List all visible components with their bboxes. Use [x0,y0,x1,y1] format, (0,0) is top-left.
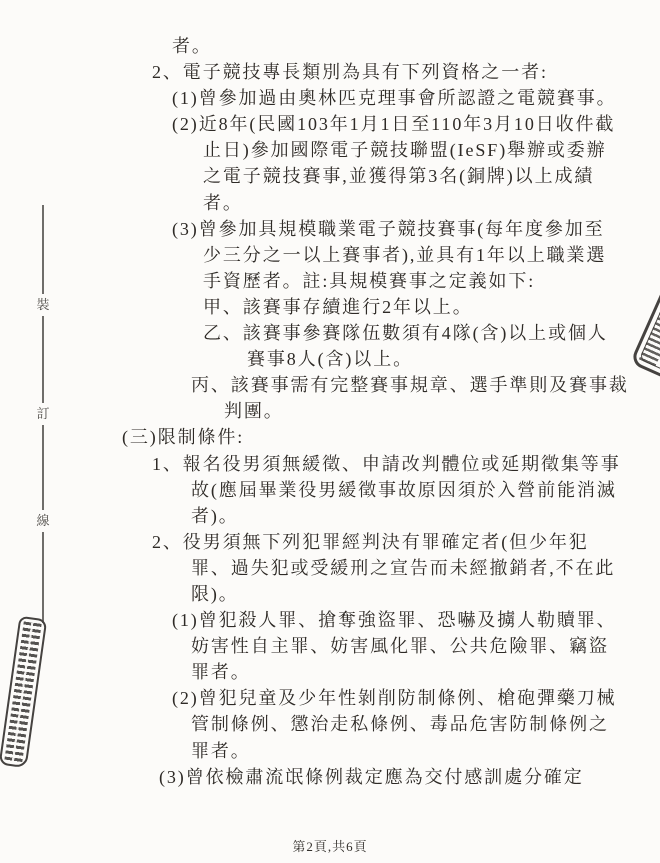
text-line: 限)。 [191,583,239,604]
text-line: 乙、該賽事參賽隊伍數須有4隊(含)以上或個人 [203,323,608,344]
text-line: 故(應屆畢業役男緩徵事故原因須於入營前能消滅 [191,479,617,500]
text-line: 者。 [203,192,243,213]
text-line: (2)近8年(民國103年1月1日至110年3月10日收件截 [172,114,616,135]
page-footer: 第2頁,共6頁 [292,839,368,854]
text-line: 罪者。 [191,662,251,683]
text-line: (三)限制條件: [122,427,245,448]
text-line: 罪者。 [191,740,251,761]
text-line: (3)曾依檢肅流氓條例裁定應為交付感訓處分確定 [159,766,584,787]
text-line: 2、電子競技專長類別為具有下列資格之一者: [152,62,548,83]
text-line: 甲、該賽事存續進行2年以上。 [203,296,473,317]
text-line: (1)曾參加過由奧林匹克理事會所認證之電競賽事。 [172,88,617,109]
text-line: (1)曾犯殺人罪、搶奪強盜罪、恐嚇及擄人勒贖罪、 [172,610,617,631]
binding-line-char: 裝 [35,294,51,316]
text-line: 罪、過失犯或受緩刑之宣告而未經撤銷者,不在此 [191,557,616,578]
binding-line-char: 線 [35,510,51,532]
text-line: 之電子競技賽事,並獲得第3名(銅牌)以上成績 [203,166,595,187]
text-line: 丙、該賽事需有完整賽事規章、選手準則及賽事裁 [191,375,629,396]
text-line: (3)曾參加具規模職業電子競技賽事(每年度參加至 [172,218,605,239]
text-line: 者)。 [191,505,239,526]
text-line: 判團。 [224,401,284,422]
text-line: 2、役男須無下列犯罪經判決有罪確定者(但少年犯 [152,531,589,552]
text-line: 者。 [172,36,212,56]
text-line: 1、報名役男須無緩徵、申請改判體位或延期徵集等事 [152,453,621,474]
document-body [0,33,660,790]
text-line: 手資歷者。註:具規模賽事之定義如下: [203,270,536,291]
text-line: 賽事8人(含)以上。 [247,349,413,370]
text-line: 少三分之一以上賽事者),並具有1年以上職業選 [203,244,607,265]
text-line: 管制條例、懲治走私條例、毒品危害防制條例之 [191,714,609,735]
text-line: (2)曾犯兒童及少年性剝削防制條例、槍砲彈藥刀械 [172,688,617,709]
text-line: 止日)參加國際電子競技聯盟(IeSF)舉辦或委辦 [203,140,607,161]
binding-line-char: 訂 [35,403,51,425]
text-line: 妨害性自主罪、妨害風化罪、公共危險罪、竊盜 [191,636,609,657]
